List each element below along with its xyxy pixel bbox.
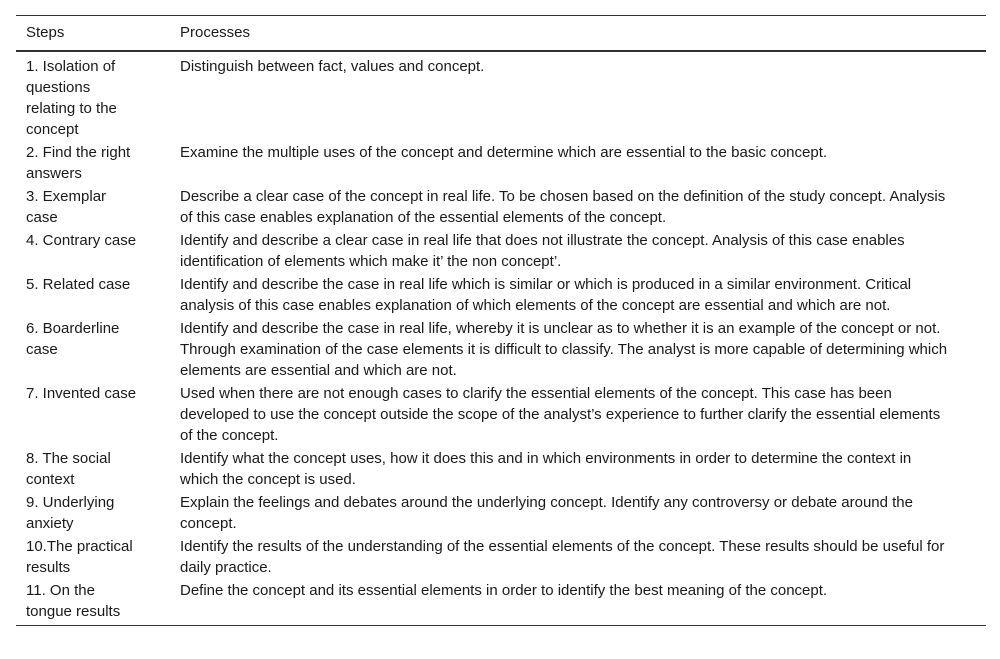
step-cell: 2. Find the right answers: [26, 144, 131, 182]
process-cell: Examine the multiple uses of the concept and determine which are essential to the basic concept.: [180, 144, 828, 161]
header-processes: Processes: [180, 24, 251, 41]
process-cell: Used when there are not enough cases to clarify the essential elements of the concept. This case has been developed to use the concept outside the scope of the analyst’s experience to further clarify the essential elements of the concept.: [180, 385, 941, 444]
step-cell: 7. Invented case: [26, 385, 137, 402]
process-cell: Identify and describe the case in real life which is similar or which is produced in a similar environment. Critical analysis of this case enables explanation of which elements of the concept are essential and which are not.: [180, 276, 912, 314]
table-row: [16, 229, 986, 273]
table-row: [16, 382, 986, 447]
process-cell: Identify and describe the case in real life, whereby it is unclear as to whether it is an example of the concept or not. Through examination of the case elements it is difficult to classify. The analyst is more capable of determining which elements are essential and which are not.: [180, 320, 948, 379]
table-row: [16, 535, 986, 579]
table-row: [16, 51, 986, 141]
table-row: [16, 185, 986, 229]
step-cell: 1. Isolation of questions relating to the concept: [26, 58, 117, 138]
process-cell: Describe a clear case of the concept in real life. To be chosen based on the definition of the study concept. Analysis of this case enables explanation of the essential elements of the concept.: [180, 188, 946, 226]
process-cell: Define the concept and its essential elements in order to identify the best meaning of the concept.: [180, 582, 828, 599]
table-row: [16, 141, 986, 185]
header-row: [16, 16, 986, 52]
step-cell: 5. Related case: [26, 276, 131, 293]
process-cell: Identify what the concept uses, how it does this and in which environments in order to determine the context in which the concept is used.: [180, 450, 912, 488]
concept-analysis-table: [16, 15, 986, 626]
step-cell: 8. The social context: [26, 450, 111, 488]
process-cell: Identify the results of the understanding of the essential elements of the concept. These results should be useful for daily practice.: [180, 538, 945, 576]
table-row: [16, 273, 986, 317]
step-cell: 9. Underlying anxiety: [26, 494, 115, 532]
table-row: [16, 317, 986, 382]
process-cell: Distinguish between fact, values and concept.: [180, 58, 485, 75]
step-cell: 6. Boarderline case: [26, 320, 120, 358]
concept-analysis-table-container: [16, 15, 986, 626]
table-row: [16, 579, 986, 626]
table-body: [16, 51, 986, 626]
header-steps: Steps: [26, 24, 65, 41]
table-row: [16, 491, 986, 535]
table-row: [16, 447, 986, 491]
table-header: [16, 16, 986, 52]
step-cell: 4. Contrary case: [26, 232, 137, 249]
step-cell: 10.The practical results: [26, 538, 133, 576]
process-cell: Explain the feelings and debates around the underlying concept. Identify any controversy or debate around the concept.: [180, 494, 913, 532]
process-cell: Identify and describe a clear case in real life that does not illustrate the concept. Analysis of this case enables identification of elements which make it’ the non concept’.: [180, 232, 905, 270]
step-cell: 11. On the tongue results: [26, 582, 121, 620]
step-cell: 3. Exemplar case: [26, 188, 107, 226]
